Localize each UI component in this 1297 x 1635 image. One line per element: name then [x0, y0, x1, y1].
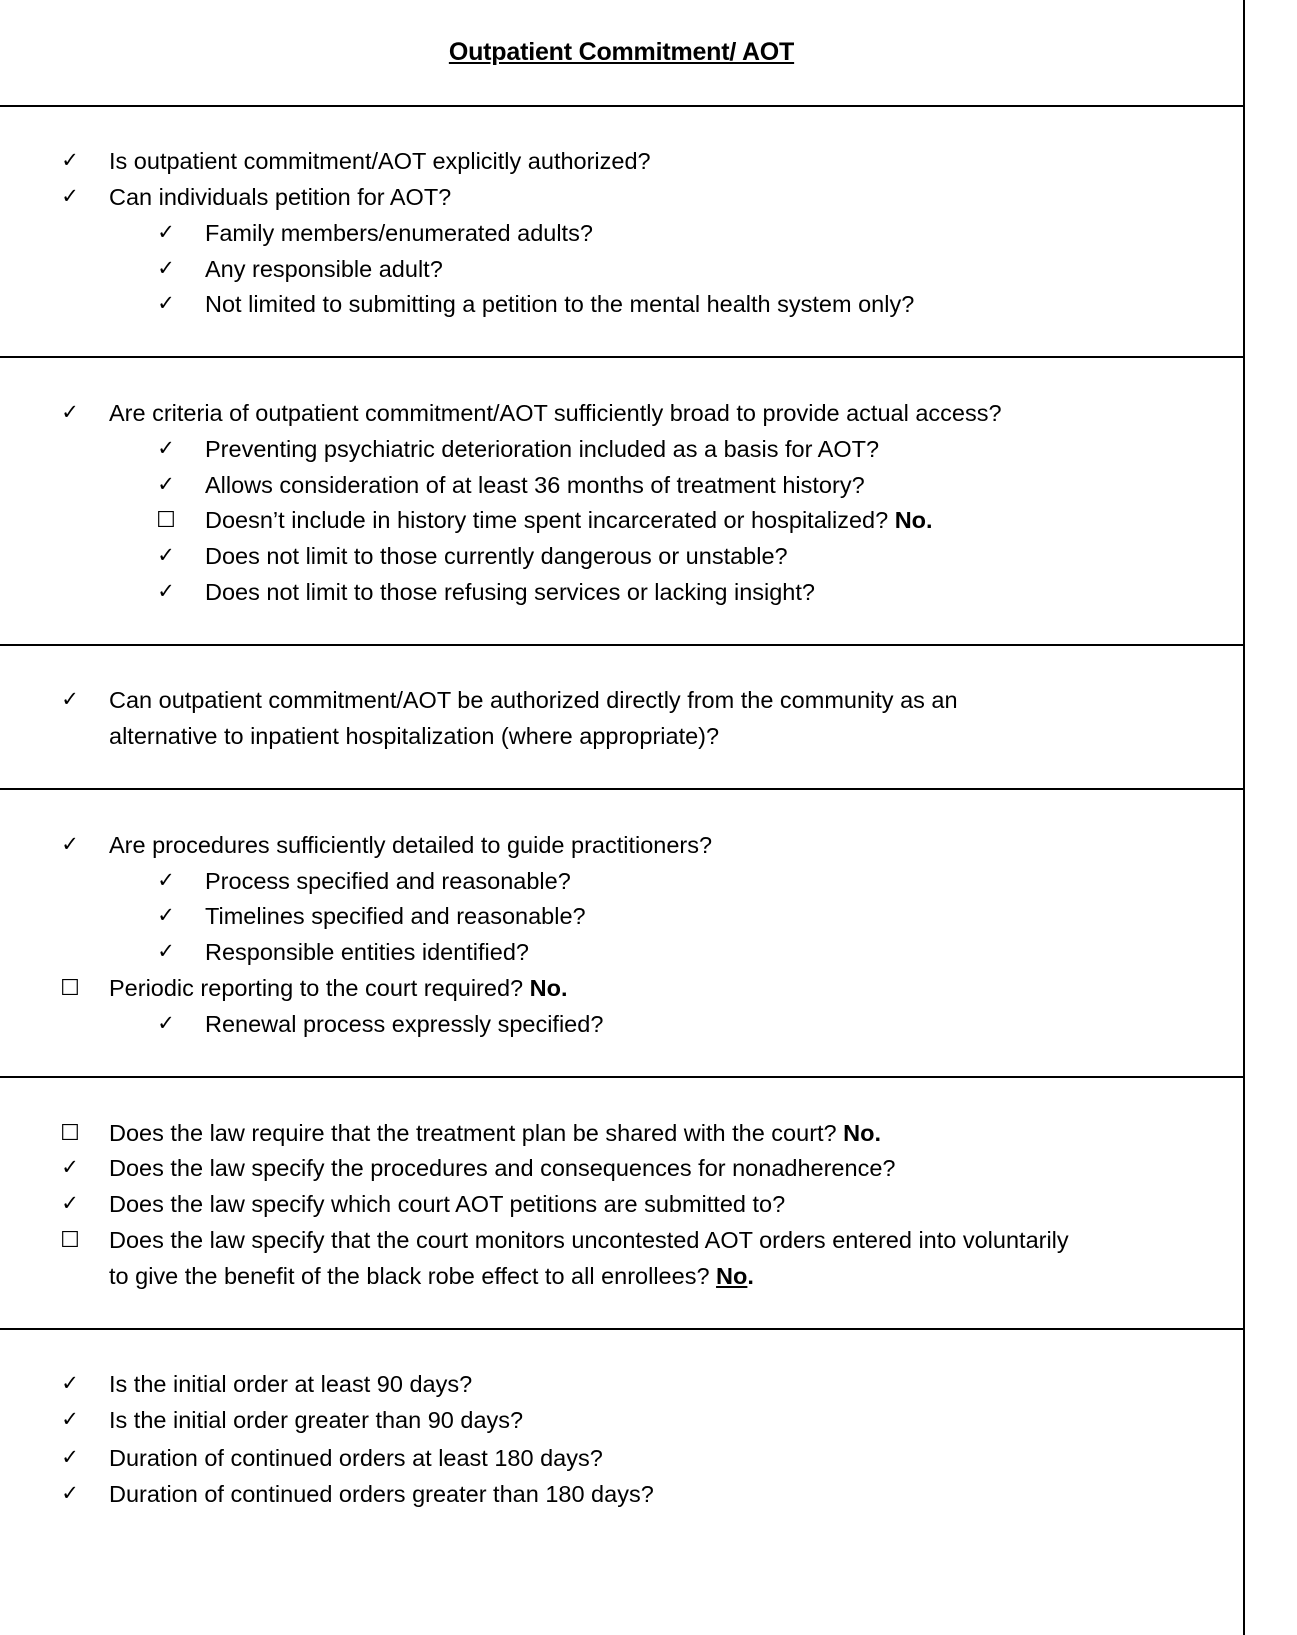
checklist-item	[0, 395, 1243, 431]
checklist-subitem	[0, 1006, 1243, 1042]
checkmark-icon: ✓	[157, 473, 175, 496]
section-divider	[0, 1328, 1243, 1330]
checkmark-icon: ✓	[157, 1012, 175, 1035]
item-text: Duration of continued orders greater than 180 days?	[109, 1481, 654, 1507]
checkmark-icon: ✓	[61, 1408, 79, 1431]
item-text: Family members/enumerated adults?	[205, 220, 593, 246]
checklist-item	[0, 143, 1243, 179]
checkmark-icon: ✓	[157, 904, 175, 927]
checklist-subitem	[0, 467, 1243, 503]
checkmark-icon: ✓	[157, 580, 175, 603]
answer-no: No	[716, 1263, 748, 1289]
checklist-item	[0, 1402, 1243, 1438]
item-text: Are procedures sufficiently detailed to guide practitioners?	[109, 832, 713, 858]
section-divider	[0, 105, 1243, 107]
checklist-subitem	[0, 286, 1243, 322]
item-text: Are criteria of outpatient commitment/AOT sufficiently broad to provide actual access?	[109, 400, 1002, 426]
checkmark-icon: ✓	[61, 688, 79, 711]
item-question: Periodic reporting to the court required?	[109, 975, 524, 1001]
checklist-subitem	[0, 574, 1243, 610]
item-text: Not limited to submitting a petition to the mental health system only?	[205, 291, 915, 317]
section-divider	[0, 1076, 1243, 1078]
item-text: Does the law specify that the court monitors uncontested AOT orders entered into voluntarily	[109, 1227, 1069, 1253]
empty-checkbox-icon: ☐	[156, 507, 176, 532]
item-question: Doesn’t include in history time spent incarcerated or hospitalized?	[205, 507, 889, 533]
checkmark-icon: ✓	[157, 869, 175, 892]
item-text: Can outpatient commitment/AOT be authorized directly from the community as an	[109, 687, 958, 713]
checklist-item	[0, 1476, 1243, 1512]
item-text: Does the law specify the procedures and consequences for nonadherence?	[109, 1155, 896, 1181]
checklist-item	[0, 1222, 1243, 1258]
item-text: Does not limit to those currently dangerous or unstable?	[205, 543, 788, 569]
item-question: Does the law require that the treatment plan be shared with the court?	[109, 1120, 837, 1146]
checklist-item	[0, 179, 1243, 215]
item-text	[109, 1115, 881, 1151]
section-divider	[0, 788, 1243, 790]
checkmark-icon: ✓	[157, 292, 175, 315]
checkmark-icon: ✓	[157, 221, 175, 244]
item-text	[109, 1258, 754, 1294]
checkmark-icon: ✓	[61, 149, 79, 172]
checklist-subitem	[0, 898, 1243, 934]
item-text: Can individuals petition for AOT?	[109, 184, 452, 210]
checkmark-icon: ✓	[157, 940, 175, 963]
checklist-subitem	[0, 431, 1243, 467]
checklist-subitem	[0, 502, 1243, 538]
empty-checkbox-icon: ☐	[60, 1227, 80, 1252]
section-divider	[0, 356, 1243, 358]
checklist-item	[0, 970, 1243, 1006]
checklist-item	[0, 1366, 1243, 1402]
item-text	[109, 970, 568, 1006]
empty-checkbox-icon: ☐	[60, 975, 80, 1000]
item-text	[205, 502, 933, 538]
item-text: Is outpatient commitment/AOT explicitly authorized?	[109, 148, 651, 174]
empty-checkbox-icon: ☐	[60, 1120, 80, 1145]
checkmark-icon: ✓	[61, 1446, 79, 1469]
section-divider	[0, 644, 1243, 646]
item-question: to give the benefit of the black robe effect to all enrollees?	[109, 1263, 710, 1289]
checkmark-icon: ✓	[61, 1192, 79, 1215]
answer-no: No.	[529, 975, 568, 1001]
checklist-item	[0, 682, 1243, 718]
item-text: Timelines specified and reasonable?	[205, 903, 586, 929]
item-text: Duration of continued orders at least 180 days?	[109, 1445, 603, 1471]
checklist-item	[0, 1115, 1243, 1151]
answer-suffix: .	[747, 1263, 754, 1289]
checklist-subitem	[0, 934, 1243, 970]
checklist-subitem	[0, 538, 1243, 574]
checkmark-icon: ✓	[157, 437, 175, 460]
checklist-subitem	[0, 863, 1243, 899]
checklist-item	[0, 1186, 1243, 1222]
checkmark-icon: ✓	[61, 833, 79, 856]
checkmark-icon: ✓	[61, 185, 79, 208]
checkmark-icon: ✓	[157, 544, 175, 567]
checklist-subitem	[0, 251, 1243, 287]
checklist-item-continuation	[0, 1258, 1243, 1294]
checklist-item	[0, 1150, 1243, 1186]
checkmark-icon: ✓	[157, 257, 175, 280]
checkmark-icon: ✓	[61, 1156, 79, 1179]
item-text: Responsible entities identified?	[205, 939, 529, 965]
item-text: Does not limit to those refusing services or lacking insight?	[205, 579, 815, 605]
checklist-item-continuation	[0, 718, 1243, 754]
checklist-item	[0, 1440, 1243, 1476]
item-text: Any responsible adult?	[205, 256, 443, 282]
document-title: Outpatient Commitment/ AOT	[448, 38, 795, 66]
item-text: Process specified and reasonable?	[205, 868, 571, 894]
checklist-item	[0, 827, 1243, 863]
checkmark-icon: ✓	[61, 401, 79, 424]
item-text: Does the law specify which court AOT petitions are submitted to?	[109, 1191, 786, 1217]
answer-no: No.	[843, 1120, 882, 1146]
item-text: Preventing psychiatric deterioration included as a basis for AOT?	[205, 436, 880, 462]
answer-no: No.	[894, 507, 933, 533]
item-text: Is the initial order at least 90 days?	[109, 1371, 473, 1397]
checklist-subitem	[0, 215, 1243, 251]
checkmark-icon: ✓	[61, 1372, 79, 1395]
item-text: Allows consideration of at least 36 months of treatment history?	[205, 472, 865, 498]
item-text: Is the initial order greater than 90 days?	[109, 1407, 524, 1433]
item-text: alternative to inpatient hospitalization (where appropriate)?	[109, 723, 720, 749]
item-text: Renewal process expressly specified?	[205, 1011, 604, 1037]
title-cell	[0, 0, 1243, 105]
checkmark-icon: ✓	[61, 1482, 79, 1505]
